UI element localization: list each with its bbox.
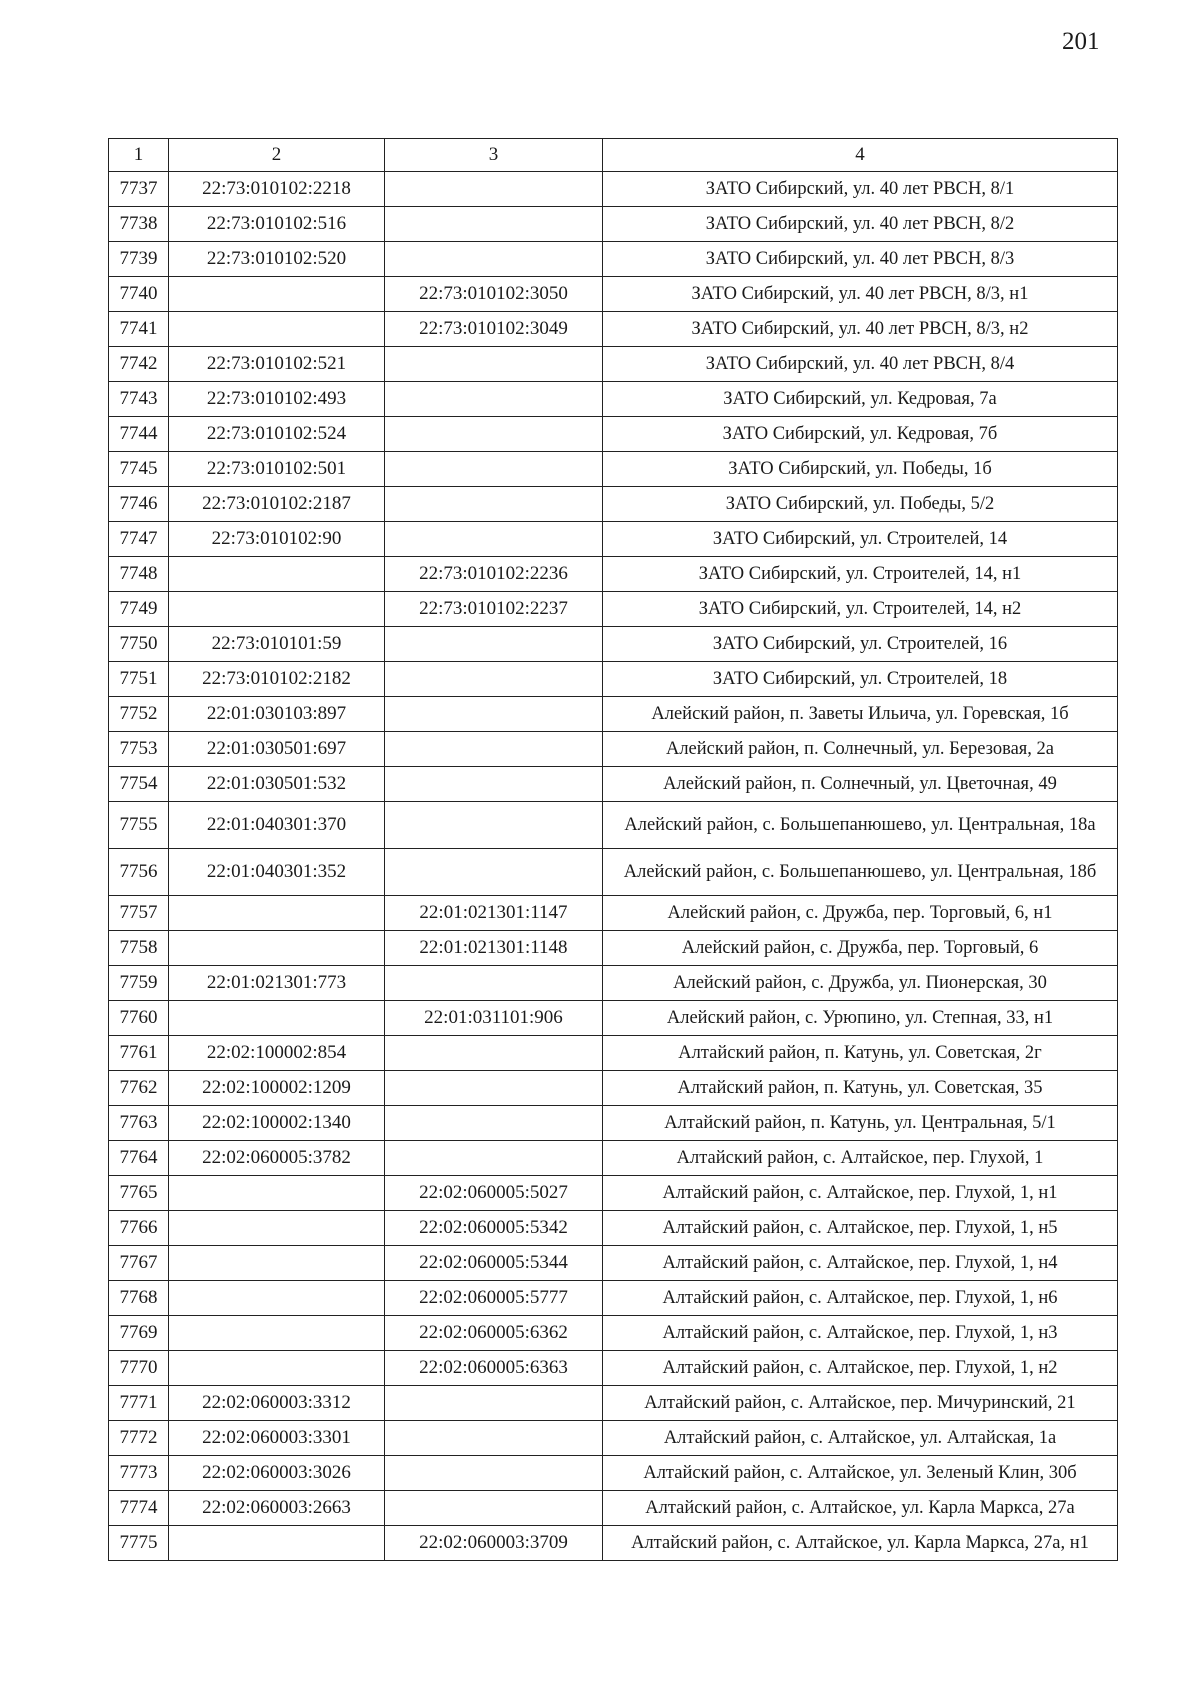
table-row xyxy=(109,417,1118,452)
table-row xyxy=(109,896,1118,931)
address-cell: Алтайский район, с. Алтайское, пер. Мичуринский, 21 xyxy=(603,1386,1118,1421)
cadastral-number-cell: 22:73:010102:524 xyxy=(169,417,385,452)
premises-number-cell xyxy=(385,522,603,557)
cadastral-number-cell: 22:73:010102:2218 xyxy=(169,172,385,207)
premises-number-cell xyxy=(385,662,603,697)
table-row xyxy=(109,849,1118,896)
table-row xyxy=(109,1141,1118,1176)
premises-number-cell: 22:73:010102:2237 xyxy=(385,592,603,627)
table-row xyxy=(109,277,1118,312)
premises-number-cell xyxy=(385,1456,603,1491)
row-number-cell: 7750 xyxy=(109,627,169,662)
address-cell: Алейский район, п. Солнечный, ул. Цветочная, 49 xyxy=(603,767,1118,802)
table-row xyxy=(109,627,1118,662)
cadastral-number-cell: 22:01:030501:697 xyxy=(169,732,385,767)
cadastral-number-cell: 22:02:060003:3301 xyxy=(169,1421,385,1456)
cadastral-number-cell: 22:01:040301:370 xyxy=(169,802,385,849)
cadastral-number-cell: 22:01:040301:352 xyxy=(169,849,385,896)
address-cell: Алейский район, п. Заветы Ильича, ул. Горевская, 1б xyxy=(603,697,1118,732)
premises-number-cell: 22:01:021301:1148 xyxy=(385,931,603,966)
address-cell: Алейский район, с. Дружба, пер. Торговый, 6, н1 xyxy=(603,896,1118,931)
row-number-cell: 7747 xyxy=(109,522,169,557)
row-number-cell: 7754 xyxy=(109,767,169,802)
cadastral-number-cell: 22:01:030103:897 xyxy=(169,697,385,732)
premises-number-cell xyxy=(385,1036,603,1071)
cadastral-number-cell xyxy=(169,592,385,627)
row-number-cell: 7760 xyxy=(109,1001,169,1036)
cadastral-number-cell: 22:02:100002:1340 xyxy=(169,1106,385,1141)
cadastral-number-cell xyxy=(169,1211,385,1246)
table-row xyxy=(109,1491,1118,1526)
table-row xyxy=(109,966,1118,1001)
row-number-cell: 7755 xyxy=(109,802,169,849)
cadastral-number-cell: 22:73:010102:520 xyxy=(169,242,385,277)
address-cell: ЗАТО Сибирский, ул. Строителей, 14 xyxy=(603,522,1118,557)
address-cell: ЗАТО Сибирский, ул. Победы, 5/2 xyxy=(603,487,1118,522)
premises-number-cell: 22:01:021301:1147 xyxy=(385,896,603,931)
table-row xyxy=(109,1386,1118,1421)
cadastral-number-cell: 22:02:100002:1209 xyxy=(169,1071,385,1106)
address-cell: ЗАТО Сибирский, ул. Кедровая, 7а xyxy=(603,382,1118,417)
row-number-cell: 7756 xyxy=(109,849,169,896)
cadastral-number-cell xyxy=(169,277,385,312)
row-number-cell: 7772 xyxy=(109,1421,169,1456)
premises-number-cell xyxy=(385,1491,603,1526)
row-number-cell: 7742 xyxy=(109,347,169,382)
table-row xyxy=(109,1246,1118,1281)
premises-number-cell xyxy=(385,452,603,487)
property-table xyxy=(108,138,1118,1561)
premises-number-cell: 22:02:060005:5342 xyxy=(385,1211,603,1246)
address-cell: ЗАТО Сибирский, ул. Строителей, 14, н1 xyxy=(603,557,1118,592)
table-body xyxy=(109,172,1118,1561)
address-cell: ЗАТО Сибирский, ул. Строителей, 14, н2 xyxy=(603,592,1118,627)
premises-number-cell xyxy=(385,487,603,522)
address-cell: Алтайский район, п. Катунь, ул. Центральная, 5/1 xyxy=(603,1106,1118,1141)
column-header: 3 xyxy=(385,139,603,172)
page-number: 201 xyxy=(1062,28,1100,55)
address-cell: ЗАТО Сибирский, ул. Победы, 1б xyxy=(603,452,1118,487)
row-number-cell: 7767 xyxy=(109,1246,169,1281)
row-number-cell: 7771 xyxy=(109,1386,169,1421)
table-row xyxy=(109,347,1118,382)
row-number-cell: 7740 xyxy=(109,277,169,312)
table-row xyxy=(109,1351,1118,1386)
premises-number-cell xyxy=(385,172,603,207)
address-cell: Алтайский район, п. Катунь, ул. Советская, 2г xyxy=(603,1036,1118,1071)
premises-number-cell xyxy=(385,767,603,802)
table-row xyxy=(109,931,1118,966)
table-row xyxy=(109,207,1118,242)
cadastral-number-cell xyxy=(169,1001,385,1036)
premises-number-cell xyxy=(385,1106,603,1141)
premises-number-cell xyxy=(385,1421,603,1456)
premises-number-cell xyxy=(385,802,603,849)
premises-number-cell: 22:02:060005:5344 xyxy=(385,1246,603,1281)
address-cell: ЗАТО Сибирский, ул. 40 лет РВСН, 8/3, н2 xyxy=(603,312,1118,347)
table-row xyxy=(109,767,1118,802)
cadastral-number-cell: 22:73:010101:59 xyxy=(169,627,385,662)
table-header-row xyxy=(109,139,1118,172)
row-number-cell: 7759 xyxy=(109,966,169,1001)
address-cell: Алтайский район, с. Алтайское, ул. Зеленый Клин, 30б xyxy=(603,1456,1118,1491)
row-number-cell: 7770 xyxy=(109,1351,169,1386)
row-number-cell: 7769 xyxy=(109,1316,169,1351)
premises-number-cell xyxy=(385,697,603,732)
row-number-cell: 7773 xyxy=(109,1456,169,1491)
premises-number-cell: 22:02:060003:3709 xyxy=(385,1526,603,1561)
cadastral-number-cell: 22:73:010102:90 xyxy=(169,522,385,557)
premises-number-cell xyxy=(385,1141,603,1176)
cadastral-number-cell: 22:01:030501:532 xyxy=(169,767,385,802)
address-cell: Алтайский район, с. Алтайское, пер. Глухой, 1 xyxy=(603,1141,1118,1176)
row-number-cell: 7748 xyxy=(109,557,169,592)
cadastral-number-cell xyxy=(169,1281,385,1316)
premises-number-cell xyxy=(385,732,603,767)
cadastral-number-cell xyxy=(169,931,385,966)
cadastral-number-cell: 22:02:060003:3026 xyxy=(169,1456,385,1491)
address-cell: ЗАТО Сибирский, ул. 40 лет РВСН, 8/2 xyxy=(603,207,1118,242)
cadastral-number-cell xyxy=(169,1246,385,1281)
column-header: 2 xyxy=(169,139,385,172)
premises-number-cell: 22:02:060005:5027 xyxy=(385,1176,603,1211)
table-row xyxy=(109,697,1118,732)
cadastral-number-cell xyxy=(169,1176,385,1211)
address-cell: Алейский район, с. Дружба, пер. Торговый, 6 xyxy=(603,931,1118,966)
row-number-cell: 7757 xyxy=(109,896,169,931)
table-row xyxy=(109,1526,1118,1561)
table-row xyxy=(109,382,1118,417)
row-number-cell: 7763 xyxy=(109,1106,169,1141)
table-row xyxy=(109,452,1118,487)
cadastral-number-cell: 22:02:060003:3312 xyxy=(169,1386,385,1421)
table-row xyxy=(109,592,1118,627)
table-row xyxy=(109,312,1118,347)
cadastral-number-cell xyxy=(169,557,385,592)
cadastral-number-cell xyxy=(169,312,385,347)
premises-number-cell: 22:02:060005:6362 xyxy=(385,1316,603,1351)
premises-number-cell xyxy=(385,242,603,277)
row-number-cell: 7745 xyxy=(109,452,169,487)
premises-number-cell: 22:73:010102:2236 xyxy=(385,557,603,592)
table-row xyxy=(109,172,1118,207)
address-cell: ЗАТО Сибирский, ул. 40 лет РВСН, 8/3 xyxy=(603,242,1118,277)
premises-number-cell: 22:73:010102:3050 xyxy=(385,277,603,312)
row-number-cell: 7751 xyxy=(109,662,169,697)
premises-number-cell xyxy=(385,966,603,1001)
address-cell: ЗАТО Сибирский, ул. Строителей, 18 xyxy=(603,662,1118,697)
table-row xyxy=(109,1456,1118,1491)
row-number-cell: 7739 xyxy=(109,242,169,277)
table-row xyxy=(109,557,1118,592)
row-number-cell: 7738 xyxy=(109,207,169,242)
address-cell: Алейский район, с. Дружба, ул. Пионерская, 30 xyxy=(603,966,1118,1001)
table-row xyxy=(109,1316,1118,1351)
cadastral-number-cell: 22:73:010102:493 xyxy=(169,382,385,417)
table-row xyxy=(109,522,1118,557)
address-cell: Алтайский район, с. Алтайское, пер. Глухой, 1, н3 xyxy=(603,1316,1118,1351)
cadastral-number-cell: 22:73:010102:501 xyxy=(169,452,385,487)
address-cell: ЗАТО Сибирский, ул. Строителей, 16 xyxy=(603,627,1118,662)
address-cell: Алтайский район, с. Алтайское, пер. Глухой, 1, н5 xyxy=(603,1211,1118,1246)
table-row xyxy=(109,1071,1118,1106)
premises-number-cell xyxy=(385,1071,603,1106)
cadastral-number-cell: 22:01:021301:773 xyxy=(169,966,385,1001)
table-row xyxy=(109,1281,1118,1316)
cadastral-number-cell: 22:02:060003:2663 xyxy=(169,1491,385,1526)
premises-number-cell xyxy=(385,207,603,242)
cadastral-number-cell xyxy=(169,1526,385,1561)
row-number-cell: 7765 xyxy=(109,1176,169,1211)
address-cell: Алейский район, с. Урюпино, ул. Степная, 33, н1 xyxy=(603,1001,1118,1036)
row-number-cell: 7774 xyxy=(109,1491,169,1526)
address-cell: Алтайский район, с. Алтайское, ул. Карла Маркса, 27а, н1 xyxy=(603,1526,1118,1561)
premises-number-cell xyxy=(385,382,603,417)
row-number-cell: 7761 xyxy=(109,1036,169,1071)
table-row xyxy=(109,1176,1118,1211)
row-number-cell: 7746 xyxy=(109,487,169,522)
row-number-cell: 7744 xyxy=(109,417,169,452)
address-cell: Алтайский район, с. Алтайское, пер. Глухой, 1, н4 xyxy=(603,1246,1118,1281)
premises-number-cell xyxy=(385,1386,603,1421)
row-number-cell: 7752 xyxy=(109,697,169,732)
cadastral-number-cell: 22:02:100002:854 xyxy=(169,1036,385,1071)
column-header: 1 xyxy=(109,139,169,172)
table-row xyxy=(109,662,1118,697)
row-number-cell: 7762 xyxy=(109,1071,169,1106)
premises-number-cell xyxy=(385,417,603,452)
premises-number-cell: 22:02:060005:5777 xyxy=(385,1281,603,1316)
cadastral-number-cell xyxy=(169,1316,385,1351)
row-number-cell: 7741 xyxy=(109,312,169,347)
row-number-cell: 7743 xyxy=(109,382,169,417)
table-row xyxy=(109,487,1118,522)
row-number-cell: 7766 xyxy=(109,1211,169,1246)
premises-number-cell: 22:73:010102:3049 xyxy=(385,312,603,347)
table-row xyxy=(109,1421,1118,1456)
address-cell: ЗАТО Сибирский, ул. Кедровая, 7б xyxy=(603,417,1118,452)
row-number-cell: 7758 xyxy=(109,931,169,966)
address-cell: ЗАТО Сибирский, ул. 40 лет РВСН, 8/1 xyxy=(603,172,1118,207)
address-cell: ЗАТО Сибирский, ул. 40 лет РВСН, 8/4 xyxy=(603,347,1118,382)
row-number-cell: 7764 xyxy=(109,1141,169,1176)
address-cell: Алтайский район, п. Катунь, ул. Советская, 35 xyxy=(603,1071,1118,1106)
cadastral-number-cell: 22:73:010102:521 xyxy=(169,347,385,382)
address-cell: Алтайский район, с. Алтайское, пер. Глухой, 1, н1 xyxy=(603,1176,1118,1211)
address-cell: Алтайский район, с. Алтайское, ул. Карла Маркса, 27а xyxy=(603,1491,1118,1526)
cadastral-number-cell: 22:73:010102:516 xyxy=(169,207,385,242)
address-cell: Алтайский район, с. Алтайское, пер. Глухой, 1, н6 xyxy=(603,1281,1118,1316)
column-header: 4 xyxy=(603,139,1118,172)
cadastral-number-cell xyxy=(169,1351,385,1386)
address-cell: Алейский район, с. Большепанюшево, ул. Центральная, 18б xyxy=(603,849,1118,896)
cadastral-number-cell: 22:73:010102:2187 xyxy=(169,487,385,522)
table-row xyxy=(109,1211,1118,1246)
address-cell: Алейский район, с. Большепанюшево, ул. Центральная, 18а xyxy=(603,802,1118,849)
cadastral-number-cell xyxy=(169,896,385,931)
row-number-cell: 7768 xyxy=(109,1281,169,1316)
table-row xyxy=(109,802,1118,849)
table-row xyxy=(109,1001,1118,1036)
table-row xyxy=(109,1036,1118,1071)
table-row xyxy=(109,1106,1118,1141)
address-cell: Алейский район, п. Солнечный, ул. Березовая, 2а xyxy=(603,732,1118,767)
premises-number-cell xyxy=(385,849,603,896)
address-cell: Алтайский район, с. Алтайское, пер. Глухой, 1, н2 xyxy=(603,1351,1118,1386)
table-row xyxy=(109,732,1118,767)
row-number-cell: 7737 xyxy=(109,172,169,207)
row-number-cell: 7753 xyxy=(109,732,169,767)
row-number-cell: 7775 xyxy=(109,1526,169,1561)
premises-number-cell xyxy=(385,347,603,382)
cadastral-number-cell: 22:02:060005:3782 xyxy=(169,1141,385,1176)
premises-number-cell: 22:01:031101:906 xyxy=(385,1001,603,1036)
premises-number-cell xyxy=(385,627,603,662)
premises-number-cell: 22:02:060005:6363 xyxy=(385,1351,603,1386)
table-row xyxy=(109,242,1118,277)
address-cell: Алтайский район, с. Алтайское, ул. Алтайская, 1а xyxy=(603,1421,1118,1456)
row-number-cell: 7749 xyxy=(109,592,169,627)
cadastral-number-cell: 22:73:010102:2182 xyxy=(169,662,385,697)
address-cell: ЗАТО Сибирский, ул. 40 лет РВСН, 8/3, н1 xyxy=(603,277,1118,312)
